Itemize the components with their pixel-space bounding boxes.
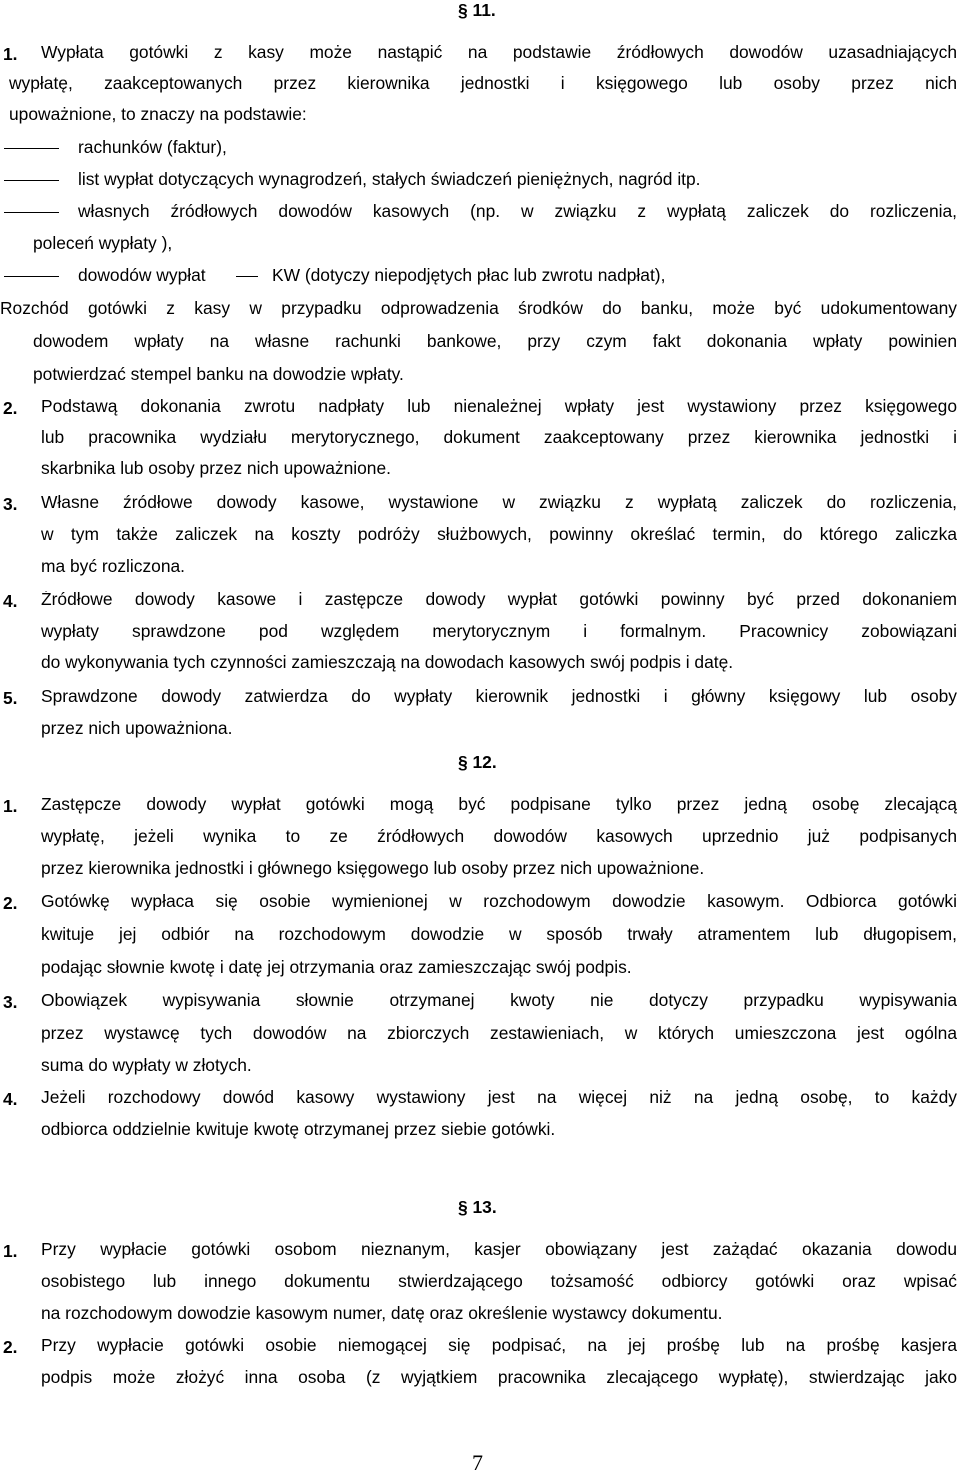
paragraph-line: odbiorca oddzielnie kwituje kwotę otrzymanej przez siebie gotówki. xyxy=(41,1119,556,1139)
paragraph-line: przez wystawcę tych dowodów na zbiorczych zestawieniach, w których umieszczona jest ogólna xyxy=(41,1025,957,1043)
paragraph-line: potwierdzać stempel banku na dowodzie wpłaty. xyxy=(33,364,404,384)
bullet-text: dowodów wypłat xyxy=(78,265,206,285)
paragraph-line: skarbnika lub osoby przez nich upoważnione. xyxy=(41,458,391,478)
page-number: 7 xyxy=(472,1450,483,1475)
bullet-text-continued: poleceń wypłaty ), xyxy=(33,233,173,253)
dash-bullet xyxy=(4,276,59,277)
paragraph-line: przez nich upoważniona. xyxy=(41,718,233,738)
paragraph-line: kwituje jej odbiór na rozchodowym dowodzie w sposób trwały atramentem lub długopisem, xyxy=(41,926,957,944)
item-number: 1. xyxy=(3,1241,18,1261)
item-number: 5. xyxy=(3,688,18,708)
inline-dash xyxy=(236,276,258,277)
section-heading-13: § 13. xyxy=(458,1197,497,1217)
bullet-text: list wypłat dotyczących wynagrodzeń, stałych świadczeń pieniężnych, nagród itp. xyxy=(78,169,701,189)
paragraph-line: lub pracownika wydziału merytorycznego, dokument zaakceptowany przez kierownika jednostki i xyxy=(41,429,957,447)
paragraph-line: Podstawą dokonania zwrotu nadpłaty lub nienależnej wpłaty jest wystawiony przez księgowego xyxy=(41,398,957,416)
paragraph-line: osobistego lub innego dokumentu stwierdzającego tożsamość odbiorcy gotówki oraz wpisać xyxy=(41,1273,957,1291)
bullet-text: własnych źródłowych dowodów kasowych (np. w związku z wypłatą zaliczek do rozliczenia, xyxy=(78,203,957,221)
paragraph-line: wypłaty sprawdzone pod względem merytorycznym i formalnym. Pracownicy zobowiązani xyxy=(41,623,957,641)
item-number: 3. xyxy=(3,992,18,1012)
paragraph-line: na rozchodowym dowodzie kasowym numer, datę oraz określenie wystawcy dokumentu. xyxy=(41,1303,723,1323)
paragraph-line: podając słownie kwotę i datę jej otrzymania oraz zamieszczając swój podpis. xyxy=(41,957,632,977)
paragraph-line: do wykonywania tych czynności zamieszczają na dowodach kasowych swój podpis i datę. xyxy=(41,652,734,672)
paragraph-line: Przy wypłacie gotówki osobom nieznanym, kasjer obowiązany jest zażądać okazania dowodu xyxy=(41,1241,957,1259)
paragraph-line: suma do wypłaty w złotych. xyxy=(41,1055,252,1075)
dash-bullet xyxy=(4,148,59,149)
paragraph-line: Własne źródłowe dowody kasowe, wystawione w związku z wypłatą zaliczek do rozliczenia, xyxy=(41,494,957,512)
paragraph-line: Sprawdzone dowody zatwierdza do wypłaty kierownik jednostki i główny księgowy lub osoby xyxy=(41,688,957,706)
dash-bullet xyxy=(4,212,59,213)
paragraph-line: dowodem wpłaty na własne rachunki bankowe, przy czym fakt dokonania wpłaty powinien xyxy=(33,333,957,351)
item-number: 3. xyxy=(3,494,18,514)
paragraph-line: Przy wypłacie gotówki osobie niemogącej się podpisać, na jej prośbę lub na prośbę kasjera xyxy=(41,1337,957,1355)
dash-bullet xyxy=(4,180,59,181)
section-heading-11: § 11. xyxy=(458,0,496,20)
bullet-text: KW (dotyczy niepodjętych płac lub zwrotu nadpłat), xyxy=(272,265,666,285)
paragraph-line: wypłatę, zaakceptowanych przez kierownika jednostki i księgowego lub osoby przez nich xyxy=(9,75,957,93)
paragraph-line: Zastępcze dowody wypłat gotówki mogą być podpisane tylko przez jedną osobę zlecającą xyxy=(41,796,957,814)
paragraph-line: wypłatę, jeżeli wynika to ze źródłowych dowodów kasowych uprzednio już podpisanych xyxy=(41,828,957,846)
paragraph-line: ma być rozliczona. xyxy=(41,556,186,576)
paragraph-line: Jeżeli rozchodowy dowód kasowy wystawiony jest na więcej niż na jedną osobę, to każdy xyxy=(41,1089,957,1107)
item-number: 4. xyxy=(3,1089,18,1109)
paragraph-line: podpis może złożyć inna osoba (z wyjątkiem pracownika zlecającego wypłatę), stwierdzając jako xyxy=(41,1369,957,1387)
item-number: 4. xyxy=(3,591,18,611)
paragraph-line: Wypłata gotówki z kasy może nastąpić na podstawie źródłowych dowodów uzasadniających xyxy=(41,44,957,62)
item-number: 1. xyxy=(3,796,18,816)
item-number: 1. xyxy=(3,44,18,64)
bullet-text: rachunków (faktur), xyxy=(78,137,227,157)
item-number: 2. xyxy=(3,1337,18,1357)
paragraph-line: upoważnione, to znaczy na podstawie: xyxy=(9,104,307,124)
section-heading-12: § 12. xyxy=(458,752,497,772)
item-number: 2. xyxy=(3,398,18,418)
paragraph-line: Rozchód gotówki z kasy w przypadku odprowadzenia środków do banku, może być udokumentowany xyxy=(0,300,957,318)
paragraph-line: Gotówkę wypłaca się osobie wymienionej w rozchodowym dowodzie kasowym. Odbiorca gotówki xyxy=(41,893,957,911)
paragraph-line: przez kierownika jednostki i głównego księgowego lub osoby przez nich upoważnione. xyxy=(41,858,705,878)
paragraph-line: Obowiązek wypisywania słownie otrzymanej kwoty nie dotyczy przypadku wypisywania xyxy=(41,992,957,1010)
paragraph-line: w tym także zaliczek na koszty podróży służbowych, powinny określać termin, do którego zaliczka xyxy=(41,526,957,544)
paragraph-line: Źródłowe dowody kasowe i zastępcze dowody wypłat gotówki powinny być przed dokonaniem xyxy=(41,591,957,609)
item-number: 2. xyxy=(3,893,18,913)
